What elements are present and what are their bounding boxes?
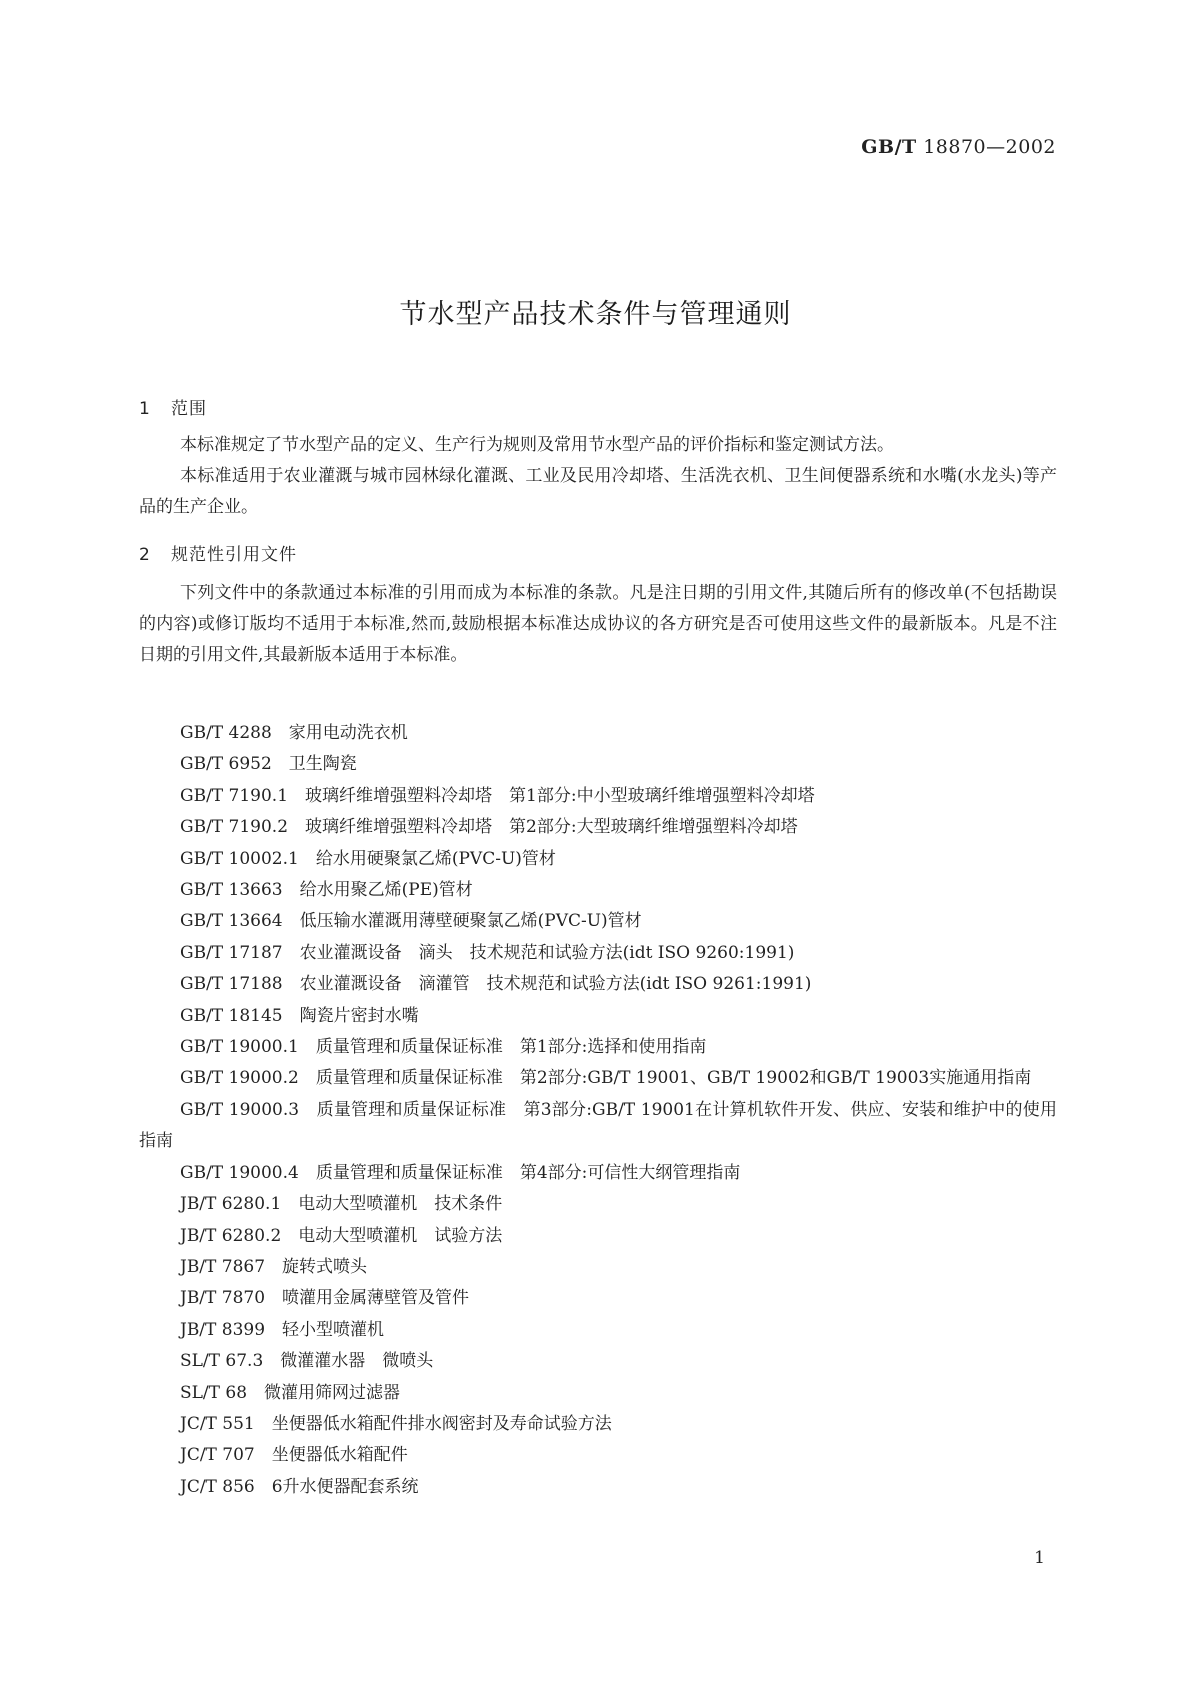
reference-item: GB/T 6952 卫生陶瓷: [180, 754, 357, 775]
section-heading-scope: [139, 394, 207, 419]
reference-item: GB/T 17187 农业灌溉设备 滴头 技术规范和试验方法(idt ISO 9260:1991): [180, 942, 795, 963]
reference-item: SL/T 67.3 微灌灌水器 微喷头: [180, 1351, 434, 1372]
reference-item: JB/T 7867 旋转式喷头: [180, 1256, 368, 1277]
reference-item: JB/T 7870 喷灌用金属薄壁管及管件: [180, 1288, 470, 1309]
reference-item: JC/T 856 6升水便器配套系统: [180, 1476, 419, 1497]
reference-item: JB/T 8399 轻小型喷灌机: [180, 1319, 385, 1340]
standard-code: [861, 136, 1056, 158]
reference-item: GB/T 7190.2 玻璃纤维增强塑料冷却塔 第2部分:大型玻璃纤维增强塑料冷却塔: [180, 817, 798, 838]
reference-item: GB/T 19000.1 质量管理和质量保证标准 第1部分:选择和使用指南: [180, 1037, 707, 1058]
document-title: 节水型产品技术条件与管理通则: [399, 299, 792, 330]
reference-list: [139, 718, 1057, 1503]
reference-item: GB/T 19000.4 质量管理和质量保证标准 第4部分:可信性大纲管理指南: [180, 1162, 741, 1183]
reference-item: GB/T 7190.1 玻璃纤维增强塑料冷却塔 第1部分:中小型玻璃纤维增强塑料冷却塔: [180, 785, 815, 806]
reference-item: GB/T 4288 家用电动洗衣机: [180, 723, 408, 743]
reference-item: GB/T 18145 陶瓷片密封水嘴: [180, 1005, 419, 1026]
section-title: 范围: [171, 399, 207, 419]
reference-item: SL/T 68 微灌用筛网过滤器: [180, 1382, 401, 1403]
reference-item: JC/T 707 坐便器低水箱配件: [180, 1445, 408, 1466]
section-title: 规范性引用文件: [171, 545, 297, 565]
standard-code-prefix: GB/T: [861, 136, 917, 158]
reference-item: GB/T 19000.3 质量管理和质量保证标准 第3部分:GB/T 19001在计算机软件开发、供应、安装和维护中的使用指南: [139, 1099, 1057, 1152]
standard-code-number: 18870—2002: [923, 136, 1056, 158]
section-number: 1: [139, 399, 151, 419]
reference-item: GB/T 13664 低压输水灌溉用薄壁硬聚氯乙烯(PVC-U)管材: [180, 911, 642, 932]
section-number: 2: [139, 545, 151, 565]
reference-item: GB/T 17188 农业灌溉设备 滴灌管 技术规范和试验方法(idt ISO 9261:1991): [180, 974, 812, 995]
reference-item: GB/T 13663 给水用聚乙烯(PE)管材: [180, 880, 473, 901]
page-number: 1: [1034, 1548, 1045, 1568]
scope-paragraph-1: 本标准规定了节水型产品的定义、生产行为规则及常用节水型产品的评价指标和鉴定测试方法。: [180, 435, 894, 455]
reference-item: GB/T 10002.1 给水用硬聚氯乙烯(PVC-U)管材: [180, 848, 556, 869]
scope-paragraph-2: 本标准适用于农业灌溉与城市园林绿化灌溉、工业及民用冷却塔、生活洗衣机、卫生间便器系统和水嘴(水龙头)等产品的生产企业。: [139, 466, 1057, 517]
references-intro-paragraph: 下列文件中的条款通过本标准的引用而成为本标准的条款。凡是注日期的引用文件,其随后所有的修改单(不包括勘误的内容)或修订版均不适用于本标准,然而,鼓励根据本标准达成协议的各方研究是否可使用这些文件的最新版本。凡是不注日期的引用文件,其最新版本适用于本标准。: [139, 583, 1057, 665]
reference-item: JB/T 6280.1 电动大型喷灌机 技术条件: [180, 1194, 503, 1215]
section-heading-normative-references: [139, 540, 297, 565]
reference-item: JB/T 6280.2 电动大型喷灌机 试验方法: [180, 1225, 503, 1246]
reference-item: GB/T 19000.2 质量管理和质量保证标准 第2部分:GB/T 19001、GB/T 19002和GB/T 19003实施通用指南: [180, 1068, 1032, 1089]
reference-item: JC/T 551 坐便器低水箱配件排水阀密封及寿命试验方法: [180, 1413, 612, 1434]
